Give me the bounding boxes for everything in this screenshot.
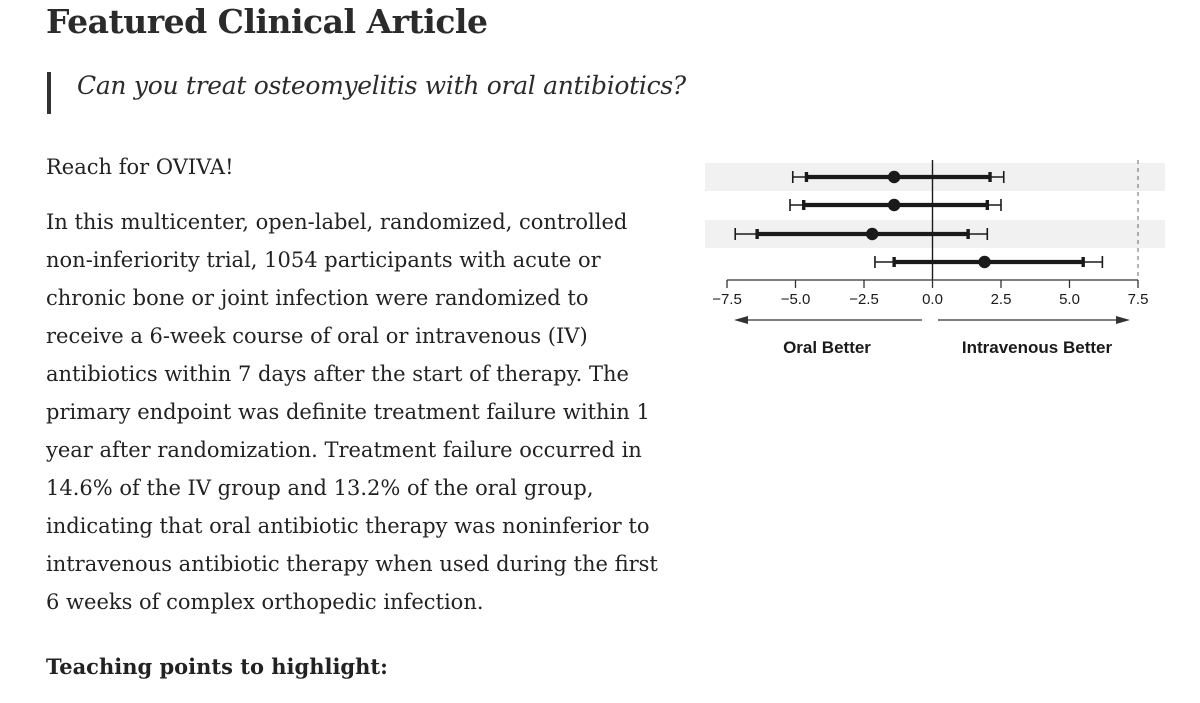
body-line: year after randomization. Treatment failure occurred in [46,438,642,462]
x-tick-label: 7.5 [1127,291,1149,308]
article-question: Can you treat osteomyelitis with oral antibiotics? [77,71,686,100]
x-tick-label: 2.5 [990,291,1012,308]
body-line: primary endpoint was definite treatment failure within 1 [46,400,650,424]
body-line: antibiotics within 7 days after the start of therapy. The [46,362,629,386]
body-line: chronic bone or joint infection were randomized to [46,286,589,310]
point-estimate [888,199,900,211]
x-tick-label: −5.0 [780,291,811,308]
point-estimate [866,228,878,240]
body-line: non-inferiority trial, 1054 participants with acute or [46,248,601,272]
right-arrow-head [1116,316,1130,324]
intravenous-better-label: Intravenous Better [961,338,1113,357]
lead-text: Reach for OVIVA! [46,155,234,179]
x-tick-label: −2.5 [849,291,879,308]
body-line: indicating that oral antibiotic therapy was noninferior to [46,514,650,538]
body-line: receive a 6-week course of oral or intravenous (IV) [46,324,588,348]
body-line: intravenous antibiotic therapy when used during the first [46,552,658,576]
point-estimate [978,256,990,268]
body-line: In this multicenter, open-label, randomized, controlled [46,210,628,234]
article-heading: Featured Clinical Article [46,2,488,41]
x-tick-label: 5.0 [1059,291,1080,308]
oral-better-label: Oral Better [783,338,871,357]
x-tick-label: −7.5 [712,291,742,308]
left-arrow-head [734,316,748,324]
point-estimate [888,171,900,183]
quote-bar [47,72,51,114]
body-line: 6 weeks of complex orthopedic infection. [46,590,484,614]
teaching-points-heading: Teaching points to highlight: [46,654,388,679]
x-tick-label: 0.0 [922,291,943,308]
forest-plot [690,150,1180,380]
article-body [46,203,658,621]
body-line: 14.6% of the IV group and 13.2% of the oral group, [46,476,594,500]
